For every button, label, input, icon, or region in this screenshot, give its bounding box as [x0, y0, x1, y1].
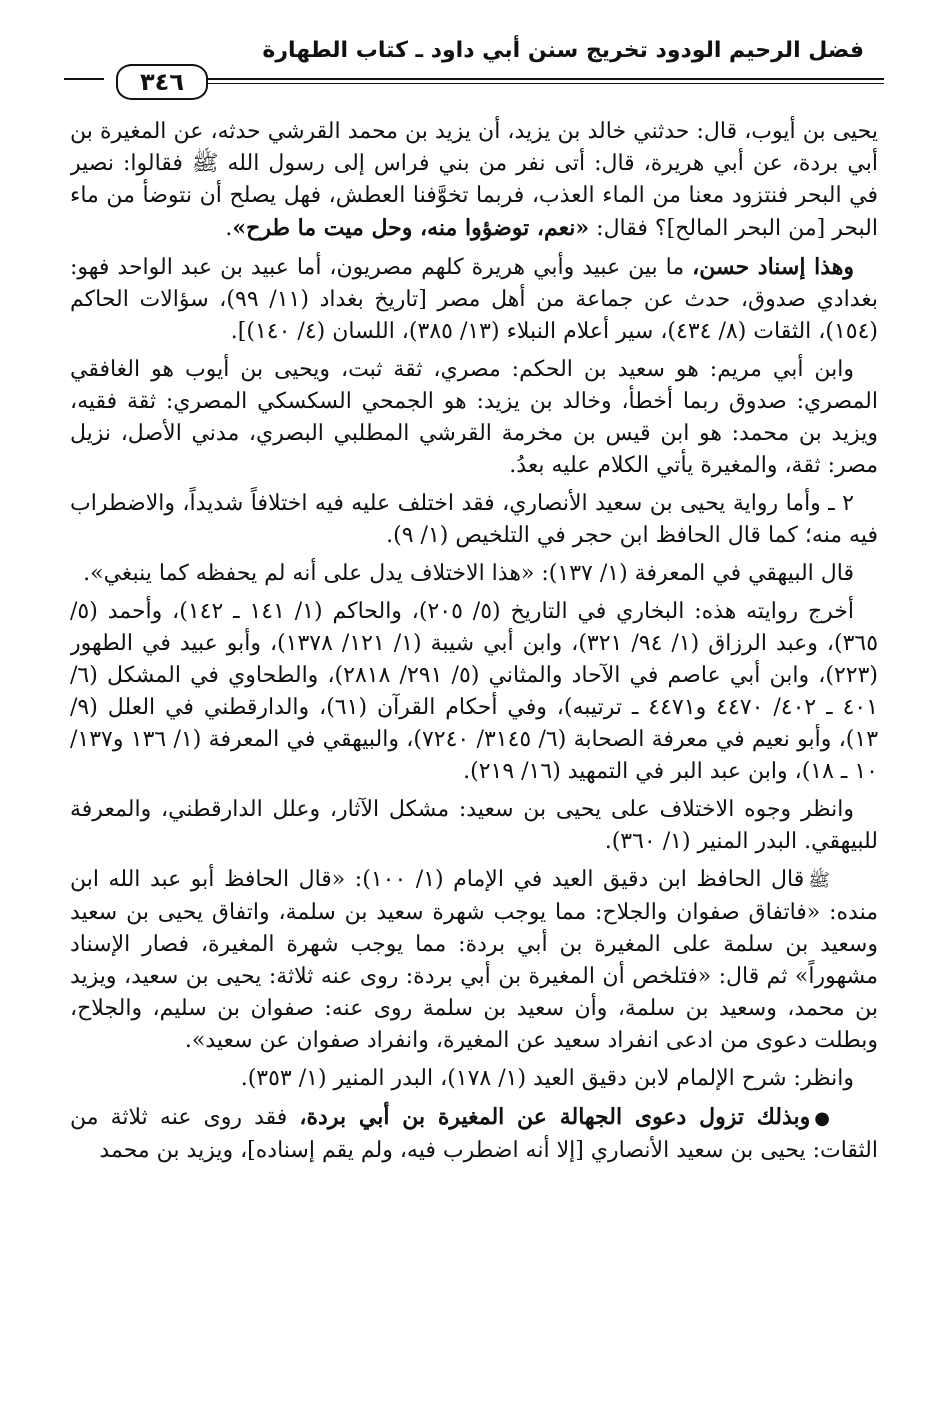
section-marker: ● — [814, 1108, 830, 1129]
paragraph-p10 — [70, 1101, 878, 1167]
page-body — [70, 116, 878, 1386]
text-run: وابن أبي مريم: هو سعيد بن الحكم: مصري، ثقة ثبت، ويحيى بن أيوب هو الغافقي المصري: صدوق ربما أخطأ، وخالد بن يزيد: هو الجمحي السكسكي المصري: ثقة فقيه، ويزيد بن محمد: هو ابن قيس بن مخرمة القرشي المطلبي البصري، مدني الأصل، نزيل مصر: ثقة، والمغيرة يأتي الكلام عليه بعدُ. — [70, 357, 878, 478]
paragraph-p6 — [70, 596, 878, 788]
text-run: فقد روى عنه ثلاثة من الثقات: يحيى بن سعيد الأنصاري [إلا أنه اضطرب فيه، ولم يقم إسناده]، ويزيد بن محمد — [70, 1105, 878, 1163]
header-rule-thin — [184, 83, 884, 84]
text-run: يحيى بن أيوب، قال: حدثني خالد بن يزيد، أن يزيد بن محمد القرشي حدثه، عن المغيرة بن أبي بردة، عن أبي هريرة، قال: أتى نفر من بني فراس إلى رسول الله ﷺ فقالوا: نصير في البحر فنتزود معنا من الماء العذب، فربما تخوَّفنا العطش، فهل يصلح أن نتوضأ من ماء البحر [من البحر المالح]؟ فقال: — [70, 119, 878, 241]
paragraph-p4 — [70, 488, 878, 552]
text-run: . — [225, 216, 233, 241]
bold-text: «نعم، توضؤوا منه، وحل ميت ما طرح» — [232, 215, 590, 241]
text-run: ٢ ـ وأما رواية يحيى بن سعيد الأنصاري، فقد اختلف عليه فيه اختلافاً شديداً، والاضطراب فيه منه؛ كما قال الحافظ ابن حجر في التلخيص (١/ ٩). — [70, 491, 878, 548]
paragraph-p7 — [70, 794, 878, 858]
paragraph-p8 — [70, 864, 878, 1057]
bold-text: وبذلك تزول دعوى الجهالة عن المغيرة بن أبي بردة، — [299, 1104, 811, 1130]
paragraph-p9 — [70, 1063, 878, 1095]
paragraph-p3 — [70, 354, 878, 482]
text-run: ما بين عبيد وأبي هريرة كلهم مصريون، أما عبيد بن عبد الواحد فهو: بغدادي صدوق، حدث عن جماعة من أهل مصر [تاريخ بغداد (١١/ ٩٩)، سؤالات الحاكم (١٥٤)، الثقات (٨/ ٤٣٤)، سير أعلام النبلاء (١٣/ ٣٨٥)، اللسان (٤/ ١٤٠)]. — [70, 255, 878, 344]
text-run: وانظر وجوه الاختلاف على يحيى بن سعيد: مشكل الآثار، وعلل الدارقطني، والمعرفة للبيهقي. البدر المنير (١/ ٣٦٠). — [70, 797, 878, 854]
page-number: ٣٤٦ — [116, 64, 208, 100]
header-rule — [184, 78, 884, 80]
paragraph-p2 — [70, 251, 878, 348]
text-run: قال البيهقي في المعرفة (١/ ١٣٧): «هذا الاختلاف يدل على أنه لم يحفظه كما ينبغي». — [83, 561, 854, 586]
running-title: فضل الرحيم الودود تخريج سنن أبي داود ـ كتاب الطهارة — [262, 38, 864, 63]
text-run: وانظر: شرح الإلمام لابن دقيق العيد (١/ ١٧٨)، البدر المنير (١/ ٣٥٣). — [240, 1066, 854, 1091]
text-run: أخرج روايته هذه: البخاري في التاريخ (٥/ ٢٠٥)، والحاكم (١/ ١٤١ ـ ١٤٢)، وأحمد (٥/ ٣٦٥)، وعبد الرزاق (١/ ٩٤/ ٣٢١)، وابن أبي شيبة (١/ ١٢١/ ١٣٧٨)، وأبو عبيد في الطهور (٢٢٣)، وابن أبي عاصم في الآحاد والمثاني (٥/ ٢٩١/ ٢٨١٨)، والطحاوي في المشكل (٦/ ٤٠١ ـ ٤٠٢/ ٤٤٧٠ و٤٤٧١ ـ ترتيبه)، وفي أحكام القرآن (٦١)، والدارقطني في العلل (٩/ ١٣)، وأبو نعيم في معرفة الصحابة (٦/ ٣١٤٥/ ٧٢٤٠)، والبيهقي في المعرفة (١/ ١٣٦ و١٣٧/ ١٠ ـ ١٨)، وابن عبد البر في التمهيد (١٦/ ٢١٩). — [70, 599, 878, 784]
bold-text: وهذا إسناد حسن، — [692, 254, 854, 280]
header-rule-left — [64, 78, 104, 80]
paragraph-p1 — [70, 116, 878, 245]
section-marker: ﷺ — [808, 870, 830, 891]
paragraph-p5 — [70, 558, 878, 590]
page-header — [64, 30, 884, 100]
text-run: قال الحافظ ابن دقيق العيد في الإمام (١/ ١٠٠): «قال الحافظ أبو عبد الله ابن منده: «فاتفاق صفوان والجلاح: مما يوجب شهرة سعيد بن سلمة، واتفاق يحيى بن سعيد وسعيد بن سلمة على المغيرة بن أبي بردة: مما يوجب شهرة المغيرة، فصار الإسناد مشهوراً» ثم قال: «فتلخص أن المغيرة بن أبي بردة: روى عنه ثلاثة: يحيى بن سعيد، ويزيد بن محمد، وسعيد بن سلمة، وأن سعيد بن سلمة روى عنه: صفوان بن سليم، والجلاح، وبطلت دعوى من ادعى انفراد سعيد عن المغيرة، وانفراد صفوان عن سعيد». — [70, 867, 878, 1053]
